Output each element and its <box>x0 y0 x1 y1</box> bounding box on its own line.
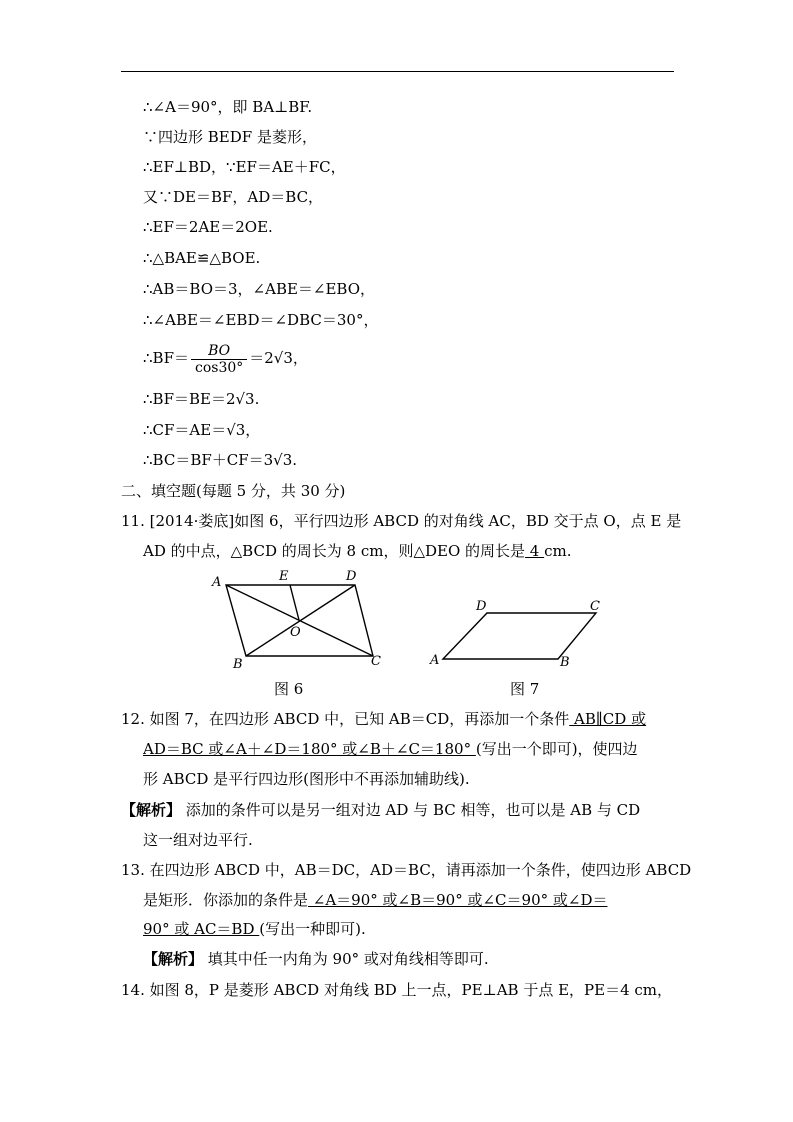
fig6-label-d: D <box>346 569 357 584</box>
fig7-parallelogram <box>443 613 596 659</box>
proof-line-2: ∵四边形 BEDF 是菱形， <box>143 128 317 146</box>
q12-answer-part-2: AD＝BC 或∠A＋∠D＝180° 或∠B＋∠C＝180° <box>143 740 476 758</box>
q13-line-1: 13. 在四边形 ABCD 中，AB＝DC，AD＝BC，请再添加一个条件，使四边形 ABCD <box>121 861 692 879</box>
q13-analysis <box>143 949 489 969</box>
header-rule <box>121 71 674 72</box>
fig6-segment-eo <box>290 585 299 620</box>
fig7-label-a: A <box>430 653 440 668</box>
section-heading: 二、填空题(每题 5 分，共 30 分) <box>121 482 346 500</box>
proof-line-10: ∴BF＝BE＝2√3. <box>143 390 260 408</box>
q11-line-1: 11. [2014·娄底]如图 6，平行四边形 ABCD 的对角线 AC，BD 交于点 O，点 E 是 <box>121 512 682 530</box>
figure-7 <box>428 594 608 674</box>
q12-answer-part-1: AB∥CD 或 <box>569 710 647 728</box>
fig7-label-d: D <box>476 599 487 614</box>
fraction-denominator: cos30° <box>194 359 244 376</box>
q13-answer-part-1: ∠A＝90° 或∠B＝90° 或∠C＝90° 或∠D＝ <box>308 891 608 909</box>
fig6-label-a: A <box>212 575 222 590</box>
q12-analysis-text: 添加的条件可以是另一组对边 AD 与 BC 相等，也可以是 AB 与 CD <box>181 801 641 819</box>
q13-line-3 <box>143 919 366 939</box>
proof-line-5: ∴EF＝2AE＝2OE. <box>143 218 273 236</box>
q12-analysis-line-1 <box>121 800 640 820</box>
proof-line-7: ∴AB＝BO＝3，∠ABE＝∠EBO， <box>143 280 376 298</box>
q11-answer: 4 <box>525 542 545 560</box>
fig6-label-b: B <box>233 657 243 672</box>
proof-line-12: ∴BC＝BF＋CF＝3√3. <box>143 451 298 469</box>
proof-line-8: ∴∠ABE＝∠EBD＝∠DBC＝30°， <box>143 311 379 329</box>
fig6-caption: 图 6 <box>274 680 304 698</box>
q12-line-3: 形 ABCD 是平行四边形(图形中不再添加辅助线). <box>143 770 470 788</box>
proof-line-9 <box>143 340 308 376</box>
q12-analysis-tag: 【解析】 <box>121 801 182 819</box>
proof-line-1: ∴∠A＝90°，即 BA⊥BF. <box>143 98 313 116</box>
fig6-label-c: C <box>371 654 381 669</box>
q12-analysis-line-2: 这一组对边平行. <box>143 831 253 849</box>
q11-unit: cm. <box>544 542 572 560</box>
proof-line-9-prefix: ∴BF＝ <box>143 349 189 367</box>
q13-answer-part-2: 90° 或 AC＝BD <box>143 920 260 938</box>
fig7-label-c: C <box>590 599 600 614</box>
q13-analysis-text: 填其中任一内角为 90° 或对角线相等即可. <box>203 950 489 968</box>
fig6-label-o: O <box>290 625 301 640</box>
fraction <box>191 343 247 376</box>
q11-line-2 <box>143 541 572 561</box>
proof-line-4: 又∵DE＝BF，AD＝BC， <box>143 188 324 206</box>
proof-line-6: ∴△BAE≌△BOE. <box>143 249 261 267</box>
proof-line-9-suffix: ＝2√3， <box>249 349 308 367</box>
figure-6 <box>205 565 395 673</box>
fig7-label-b: B <box>560 655 570 670</box>
q13-analysis-tag: 【解析】 <box>143 950 204 968</box>
fig7-caption: 图 7 <box>510 680 540 698</box>
q13-text: 是矩形．你添加的条件是 <box>143 891 309 909</box>
q12-line-2 <box>143 739 638 759</box>
q11-text: AD 的中点，△BCD 的周长为 8 cm，则△DEO 的周长是 <box>143 542 526 560</box>
q13-text-2: (写出一种即可). <box>259 920 366 938</box>
fig6-diagonal-bd <box>246 585 355 656</box>
q12-text-2: (写出一个即可)，使四边 <box>475 740 638 758</box>
q14-line-1: 14. 如图 8，P 是菱形 ABCD 对角线 BD 上一点，PE⊥AB 于点 E，PE＝4 cm， <box>121 981 673 999</box>
q13-line-2 <box>143 890 607 910</box>
proof-line-3: ∴EF⊥BD，∵EF＝AE＋FC， <box>143 158 346 176</box>
q12-text: 12. 如图 7，在四边形 ABCD 中，已知 AB＝CD，再添加一个条件 <box>121 710 570 728</box>
proof-line-11: ∴CF＝AE＝√3， <box>143 421 261 439</box>
fig6-label-e: E <box>279 569 289 584</box>
q12-line-1 <box>121 709 646 729</box>
fraction-numerator: BO <box>191 343 247 360</box>
